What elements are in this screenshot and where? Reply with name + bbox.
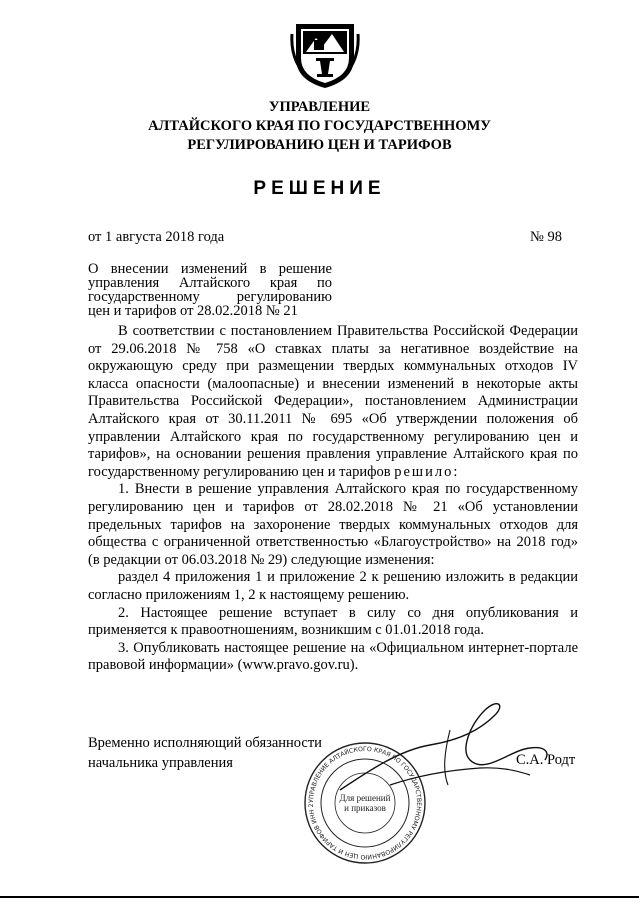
subject-line: управления Алтайского края по xyxy=(88,275,332,291)
handwritten-signature xyxy=(330,690,560,810)
signer-position-line-1: Временно исполняющий обязанности xyxy=(88,735,322,751)
signer-name: С.А. Родт xyxy=(516,752,576,768)
preamble-paragraph xyxy=(88,323,578,481)
subject-line: цен и тарифов от 28.02.2018 № 21 xyxy=(88,303,298,319)
signer-position xyxy=(88,733,322,773)
subject-line: О внесении изменений в решение xyxy=(88,261,332,277)
org-name-line-3: РЕГУЛИРОВАНИЮ ЦЕН И ТАРИФОВ xyxy=(187,137,452,153)
svg-text:УПРАВЛЕНИЕ АЛТАЙСКОГО КРАЯ ПО: УПРАВЛЕНИЕ АЛТАЙСКОГО КРАЯ ПО ГОСУДАРСТВЕННОМУ РЕГУЛИРОВАНИЮ ЦЕН И ТАРИФОВ ИНН 2 xyxy=(307,745,423,861)
svg-text:Для решений: Для решений xyxy=(339,793,391,803)
subject-line: государственному регулированию xyxy=(88,289,332,305)
item-3-paragraph: 3. Опубликовать настоящее решение на «Официальном интернет-портале правовой информации» (www.pravo.gov.ru). xyxy=(88,639,578,674)
page-bottom-border xyxy=(0,896,639,898)
item-1-paragraph: 1. Внести в решение управления Алтайского края по государственному регулированию цен и тарифов от 28.02.2018 № 21 «Об установлении предельных тарифов на захоронение твердых коммунальных отходов для общества с ограниченной ответственностью «Благоустройство» на 2018 год» (в редакции от 06.03.2018 № 29) следующие изменения: xyxy=(88,481,578,568)
document-title: РЕШЕНИЕ xyxy=(253,178,386,199)
preamble-text: В соответствии с постановлением Правительства Российской Федерации от 29.06.2018 № 758 «О ставках платы за негативное воздействие на окружающую среду при размещении твердых коммунальных отходов IV класса опасности (малоопасные) и внесении изменений в некоторые акты Правительства Российской Федерации», постановлением Администрации Алтайского края от 30.11.2011 № 695 «Об утверждении положения об управлении Алтайского края по государственному регулированию цен и тарифов», на основании решения правления управление Алтайского края по государственному регулированию цен и тарифов xyxy=(88,323,578,480)
svg-text:и приказов: и приказов xyxy=(344,803,386,813)
org-name-line-2: АЛТАЙСКОГО КРАЯ ПО ГОСУДАРСТВЕННОМУ xyxy=(148,118,491,134)
document-date: от 1 августа 2018 года xyxy=(88,229,225,245)
document-body xyxy=(88,323,578,675)
item-2-paragraph: 2. Настоящее решение вступает в силу со дня опубликования и применяется к правоотношениям, возникшим с 01.01.2018 года. xyxy=(88,604,578,639)
org-name-line-1: УПРАВЛЕНИЕ xyxy=(268,99,371,115)
signer-position-line-2: начальника управления xyxy=(88,755,233,771)
coat-of-arms-emblem xyxy=(290,18,360,90)
document-subject xyxy=(88,262,332,318)
decided-word: решило: xyxy=(394,463,460,480)
document-number: № 98 xyxy=(530,229,562,245)
item-1-detail-paragraph: раздел 4 приложения 1 и приложение 2 к решению изложить в редакции согласно приложениям 1, 2 к настоящему решению. xyxy=(88,569,578,603)
